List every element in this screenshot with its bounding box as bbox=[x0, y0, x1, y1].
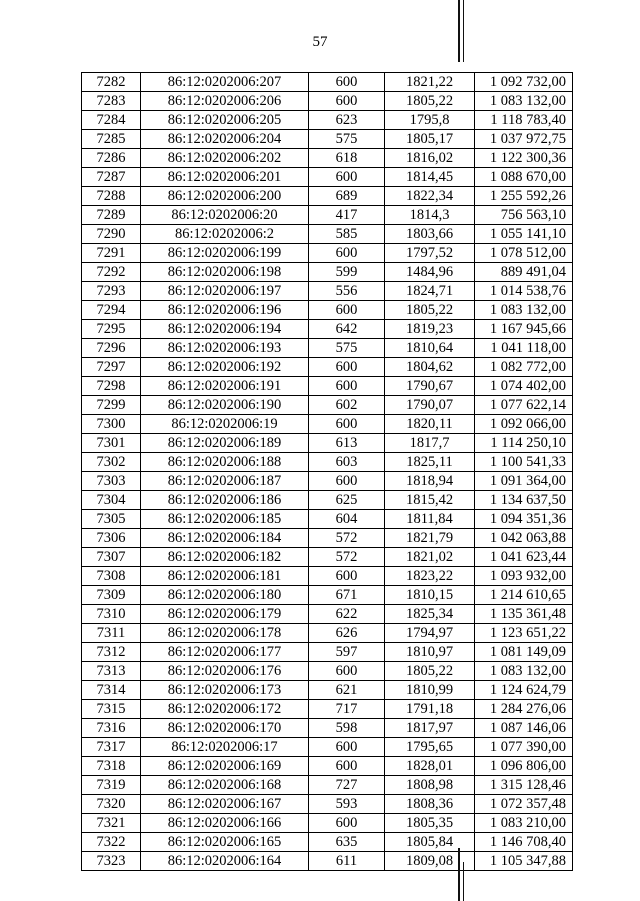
cadastral-number-cell: 86:12:0202006:181 bbox=[141, 567, 309, 586]
table-row bbox=[82, 624, 573, 643]
cadastral-value-table bbox=[81, 72, 573, 871]
row-number-cell: 7323 bbox=[82, 852, 141, 871]
specific-value-cell: 1805,22 bbox=[385, 301, 475, 320]
specific-value-cell: 1817,7 bbox=[385, 434, 475, 453]
area-cell: 600 bbox=[309, 415, 385, 434]
specific-value-cell: 1825,11 bbox=[385, 453, 475, 472]
cadastral-value-cell: 1 134 637,50 bbox=[475, 491, 573, 510]
table-row bbox=[82, 491, 573, 510]
specific-value-cell: 1795,8 bbox=[385, 111, 475, 130]
specific-value-cell: 1795,65 bbox=[385, 738, 475, 757]
cadastral-number-cell: 86:12:0202006:167 bbox=[141, 795, 309, 814]
cadastral-number-cell: 86:12:0202006:185 bbox=[141, 510, 309, 529]
cadastral-number-cell: 86:12:0202006:201 bbox=[141, 168, 309, 187]
cadastral-value-cell: 1 123 651,22 bbox=[475, 624, 573, 643]
area-cell: 575 bbox=[309, 339, 385, 358]
row-number-cell: 7302 bbox=[82, 453, 141, 472]
specific-value-cell: 1822,34 bbox=[385, 187, 475, 206]
area-cell: 599 bbox=[309, 263, 385, 282]
cadastral-number-cell: 86:12:0202006:206 bbox=[141, 92, 309, 111]
row-number-cell: 7305 bbox=[82, 510, 141, 529]
row-number-cell: 7299 bbox=[82, 396, 141, 415]
specific-value-cell: 1820,11 bbox=[385, 415, 475, 434]
cadastral-number-cell: 86:12:0202006:179 bbox=[141, 605, 309, 624]
cadastral-value-cell: 1 100 541,33 bbox=[475, 453, 573, 472]
specific-value-cell: 1805,35 bbox=[385, 814, 475, 833]
row-number-cell: 7318 bbox=[82, 757, 141, 776]
cadastral-value-cell: 1 214 610,65 bbox=[475, 586, 573, 605]
specific-value-cell: 1810,15 bbox=[385, 586, 475, 605]
table-row bbox=[82, 795, 573, 814]
table-row bbox=[82, 377, 573, 396]
table-row bbox=[82, 92, 573, 111]
row-number-cell: 7314 bbox=[82, 681, 141, 700]
cadastral-value-cell: 1 135 361,48 bbox=[475, 605, 573, 624]
specific-value-cell: 1805,84 bbox=[385, 833, 475, 852]
area-cell: 600 bbox=[309, 92, 385, 111]
cadastral-value-cell: 1 077 622,14 bbox=[475, 396, 573, 415]
table-row bbox=[82, 833, 573, 852]
specific-value-cell: 1805,17 bbox=[385, 130, 475, 149]
cadastral-value-cell: 1 082 772,00 bbox=[475, 358, 573, 377]
table-row bbox=[82, 434, 573, 453]
specific-value-cell: 1790,07 bbox=[385, 396, 475, 415]
table-row bbox=[82, 453, 573, 472]
row-number-cell: 7286 bbox=[82, 149, 141, 168]
cadastral-value-cell: 1 042 063,88 bbox=[475, 529, 573, 548]
cadastral-number-cell: 86:12:0202006:178 bbox=[141, 624, 309, 643]
cadastral-value-cell: 1 037 972,75 bbox=[475, 130, 573, 149]
cadastral-value-cell: 1 081 149,09 bbox=[475, 643, 573, 662]
area-cell: 626 bbox=[309, 624, 385, 643]
cadastral-number-cell: 86:12:0202006:197 bbox=[141, 282, 309, 301]
area-cell: 635 bbox=[309, 833, 385, 852]
cadastral-number-cell: 86:12:0202006:184 bbox=[141, 529, 309, 548]
specific-value-cell: 1817,97 bbox=[385, 719, 475, 738]
area-cell: 727 bbox=[309, 776, 385, 795]
table-row bbox=[82, 529, 573, 548]
table-row bbox=[82, 852, 573, 871]
area-cell: 618 bbox=[309, 149, 385, 168]
cadastral-value-cell: 1 072 357,48 bbox=[475, 795, 573, 814]
specific-value-cell: 1821,22 bbox=[385, 73, 475, 92]
area-cell: 600 bbox=[309, 814, 385, 833]
scan-margin-line bbox=[458, 848, 460, 901]
table-row bbox=[82, 339, 573, 358]
cadastral-number-cell: 86:12:0202006:200 bbox=[141, 187, 309, 206]
row-number-cell: 7312 bbox=[82, 643, 141, 662]
row-number-cell: 7304 bbox=[82, 491, 141, 510]
cadastral-number-cell: 86:12:0202006:176 bbox=[141, 662, 309, 681]
specific-value-cell: 1825,34 bbox=[385, 605, 475, 624]
cadastral-number-cell: 86:12:0202006:19 bbox=[141, 415, 309, 434]
cadastral-value-cell: 1 255 592,26 bbox=[475, 187, 573, 206]
row-number-cell: 7308 bbox=[82, 567, 141, 586]
area-cell: 600 bbox=[309, 472, 385, 491]
cadastral-value-cell: 1 124 624,79 bbox=[475, 681, 573, 700]
cadastral-value-cell: 1 083 132,00 bbox=[475, 301, 573, 320]
cadastral-value-cell: 1 077 390,00 bbox=[475, 738, 573, 757]
specific-value-cell: 1810,99 bbox=[385, 681, 475, 700]
cadastral-number-cell: 86:12:0202006:164 bbox=[141, 852, 309, 871]
area-cell: 689 bbox=[309, 187, 385, 206]
specific-value-cell: 1814,3 bbox=[385, 206, 475, 225]
area-cell: 625 bbox=[309, 491, 385, 510]
cadastral-value-cell: 1 083 210,00 bbox=[475, 814, 573, 833]
cadastral-value-cell: 1 041 118,00 bbox=[475, 339, 573, 358]
cadastral-value-cell: 1 118 783,40 bbox=[475, 111, 573, 130]
row-number-cell: 7292 bbox=[82, 263, 141, 282]
cadastral-number-cell: 86:12:0202006:166 bbox=[141, 814, 309, 833]
table-row bbox=[82, 187, 573, 206]
specific-value-cell: 1819,23 bbox=[385, 320, 475, 339]
area-cell: 600 bbox=[309, 738, 385, 757]
cadastral-number-cell: 86:12:0202006:193 bbox=[141, 339, 309, 358]
specific-value-cell: 1816,02 bbox=[385, 149, 475, 168]
cadastral-value-cell: 756 563,10 bbox=[475, 206, 573, 225]
row-number-cell: 7309 bbox=[82, 586, 141, 605]
area-cell: 575 bbox=[309, 130, 385, 149]
area-cell: 556 bbox=[309, 282, 385, 301]
specific-value-cell: 1805,22 bbox=[385, 662, 475, 681]
cadastral-number-cell: 86:12:0202006:205 bbox=[141, 111, 309, 130]
specific-value-cell: 1823,22 bbox=[385, 567, 475, 586]
cadastral-value-cell: 1 088 670,00 bbox=[475, 168, 573, 187]
specific-value-cell: 1810,64 bbox=[385, 339, 475, 358]
row-number-cell: 7322 bbox=[82, 833, 141, 852]
cadastral-number-cell: 86:12:0202006:177 bbox=[141, 643, 309, 662]
row-number-cell: 7321 bbox=[82, 814, 141, 833]
area-cell: 613 bbox=[309, 434, 385, 453]
cadastral-value-cell: 1 092 732,00 bbox=[475, 73, 573, 92]
specific-value-cell: 1808,36 bbox=[385, 795, 475, 814]
row-number-cell: 7310 bbox=[82, 605, 141, 624]
area-cell: 417 bbox=[309, 206, 385, 225]
cadastral-value-cell: 1 014 538,76 bbox=[475, 282, 573, 301]
table-row bbox=[82, 225, 573, 244]
specific-value-cell: 1824,71 bbox=[385, 282, 475, 301]
cadastral-number-cell: 86:12:0202006:168 bbox=[141, 776, 309, 795]
row-number-cell: 7295 bbox=[82, 320, 141, 339]
cadastral-value-cell: 1 093 932,00 bbox=[475, 567, 573, 586]
cadastral-number-cell: 86:12:0202006:165 bbox=[141, 833, 309, 852]
area-cell: 603 bbox=[309, 453, 385, 472]
cadastral-number-cell: 86:12:0202006:17 bbox=[141, 738, 309, 757]
scan-margin-line bbox=[458, 0, 460, 62]
table-body bbox=[82, 73, 573, 871]
specific-value-cell: 1821,02 bbox=[385, 548, 475, 567]
area-cell: 600 bbox=[309, 567, 385, 586]
row-number-cell: 7313 bbox=[82, 662, 141, 681]
row-number-cell: 7306 bbox=[82, 529, 141, 548]
area-cell: 585 bbox=[309, 225, 385, 244]
table-row bbox=[82, 301, 573, 320]
row-number-cell: 7298 bbox=[82, 377, 141, 396]
area-cell: 611 bbox=[309, 852, 385, 871]
table-row bbox=[82, 396, 573, 415]
specific-value-cell: 1804,62 bbox=[385, 358, 475, 377]
cadastral-number-cell: 86:12:0202006:2 bbox=[141, 225, 309, 244]
cadastral-number-cell: 86:12:0202006:192 bbox=[141, 358, 309, 377]
row-number-cell: 7282 bbox=[82, 73, 141, 92]
table-row bbox=[82, 111, 573, 130]
cadastral-value-cell: 1 096 806,00 bbox=[475, 757, 573, 776]
cadastral-number-cell: 86:12:0202006:182 bbox=[141, 548, 309, 567]
table-row bbox=[82, 586, 573, 605]
table-row bbox=[82, 738, 573, 757]
area-cell: 600 bbox=[309, 168, 385, 187]
row-number-cell: 7283 bbox=[82, 92, 141, 111]
cadastral-number-cell: 86:12:0202006:191 bbox=[141, 377, 309, 396]
scan-margin-line bbox=[463, 0, 464, 62]
cadastral-number-cell: 86:12:0202006:196 bbox=[141, 301, 309, 320]
area-cell: 600 bbox=[309, 244, 385, 263]
cadastral-value-cell: 1 055 141,10 bbox=[475, 225, 573, 244]
area-cell: 671 bbox=[309, 586, 385, 605]
table-row bbox=[82, 757, 573, 776]
cadastral-value-cell: 1 087 146,06 bbox=[475, 719, 573, 738]
cadastral-number-cell: 86:12:0202006:198 bbox=[141, 263, 309, 282]
table-row bbox=[82, 149, 573, 168]
area-cell: 600 bbox=[309, 757, 385, 776]
row-number-cell: 7311 bbox=[82, 624, 141, 643]
table-row bbox=[82, 662, 573, 681]
table-row bbox=[82, 472, 573, 491]
specific-value-cell: 1818,94 bbox=[385, 472, 475, 491]
area-cell: 593 bbox=[309, 795, 385, 814]
specific-value-cell: 1809,08 bbox=[385, 852, 475, 871]
cadastral-number-cell: 86:12:0202006:20 bbox=[141, 206, 309, 225]
table-row bbox=[82, 567, 573, 586]
table-row bbox=[82, 358, 573, 377]
table-row bbox=[82, 415, 573, 434]
cadastral-number-cell: 86:12:0202006:207 bbox=[141, 73, 309, 92]
cadastral-number-cell: 86:12:0202006:172 bbox=[141, 700, 309, 719]
row-number-cell: 7320 bbox=[82, 795, 141, 814]
table-row bbox=[82, 814, 573, 833]
area-cell: 572 bbox=[309, 529, 385, 548]
cadastral-number-cell: 86:12:0202006:173 bbox=[141, 681, 309, 700]
row-number-cell: 7316 bbox=[82, 719, 141, 738]
cadastral-number-cell: 86:12:0202006:202 bbox=[141, 149, 309, 168]
row-number-cell: 7297 bbox=[82, 358, 141, 377]
scan-margin-line bbox=[463, 862, 464, 901]
specific-value-cell: 1805,22 bbox=[385, 92, 475, 111]
table-row bbox=[82, 320, 573, 339]
cadastral-number-cell: 86:12:0202006:186 bbox=[141, 491, 309, 510]
cadastral-value-cell: 1 078 512,00 bbox=[475, 244, 573, 263]
row-number-cell: 7296 bbox=[82, 339, 141, 358]
cadastral-number-cell: 86:12:0202006:199 bbox=[141, 244, 309, 263]
cadastral-value-cell: 1 091 364,00 bbox=[475, 472, 573, 491]
row-number-cell: 7285 bbox=[82, 130, 141, 149]
area-cell: 621 bbox=[309, 681, 385, 700]
row-number-cell: 7289 bbox=[82, 206, 141, 225]
area-cell: 600 bbox=[309, 73, 385, 92]
cadastral-value-cell: 889 491,04 bbox=[475, 263, 573, 282]
table-row bbox=[82, 168, 573, 187]
row-number-cell: 7293 bbox=[82, 282, 141, 301]
row-number-cell: 7291 bbox=[82, 244, 141, 263]
row-number-cell: 7303 bbox=[82, 472, 141, 491]
cadastral-number-cell: 86:12:0202006:204 bbox=[141, 130, 309, 149]
row-number-cell: 7301 bbox=[82, 434, 141, 453]
area-cell: 717 bbox=[309, 700, 385, 719]
table-row bbox=[82, 700, 573, 719]
cadastral-value-cell: 1 146 708,40 bbox=[475, 833, 573, 852]
cadastral-number-cell: 86:12:0202006:188 bbox=[141, 453, 309, 472]
cadastral-value-cell: 1 105 347,88 bbox=[475, 852, 573, 871]
row-number-cell: 7315 bbox=[82, 700, 141, 719]
specific-value-cell: 1791,18 bbox=[385, 700, 475, 719]
cadastral-value-cell: 1 122 300,36 bbox=[475, 149, 573, 168]
table-row bbox=[82, 263, 573, 282]
specific-value-cell: 1790,67 bbox=[385, 377, 475, 396]
table-row bbox=[82, 244, 573, 263]
table-row bbox=[82, 73, 573, 92]
table-row bbox=[82, 282, 573, 301]
table-row bbox=[82, 130, 573, 149]
table-row bbox=[82, 206, 573, 225]
page-number: 57 bbox=[312, 34, 328, 50]
specific-value-cell: 1811,84 bbox=[385, 510, 475, 529]
cadastral-number-cell: 86:12:0202006:190 bbox=[141, 396, 309, 415]
specific-value-cell: 1808,98 bbox=[385, 776, 475, 795]
cadastral-number-cell: 86:12:0202006:189 bbox=[141, 434, 309, 453]
cadastral-value-cell: 1 114 250,10 bbox=[475, 434, 573, 453]
area-cell: 598 bbox=[309, 719, 385, 738]
area-cell: 600 bbox=[309, 358, 385, 377]
specific-value-cell: 1814,45 bbox=[385, 168, 475, 187]
area-cell: 600 bbox=[309, 301, 385, 320]
area-cell: 642 bbox=[309, 320, 385, 339]
cadastral-value-cell: 1 284 276,06 bbox=[475, 700, 573, 719]
specific-value-cell: 1797,52 bbox=[385, 244, 475, 263]
specific-value-cell: 1484,96 bbox=[385, 263, 475, 282]
row-number-cell: 7284 bbox=[82, 111, 141, 130]
area-cell: 604 bbox=[309, 510, 385, 529]
row-number-cell: 7319 bbox=[82, 776, 141, 795]
table-row bbox=[82, 643, 573, 662]
area-cell: 602 bbox=[309, 396, 385, 415]
specific-value-cell: 1821,79 bbox=[385, 529, 475, 548]
area-cell: 572 bbox=[309, 548, 385, 567]
cadastral-value-cell: 1 092 066,00 bbox=[475, 415, 573, 434]
area-cell: 623 bbox=[309, 111, 385, 130]
area-cell: 622 bbox=[309, 605, 385, 624]
cadastral-value-cell: 1 167 945,66 bbox=[475, 320, 573, 339]
cadastral-value-cell: 1 074 402,00 bbox=[475, 377, 573, 396]
cadastral-number-cell: 86:12:0202006:180 bbox=[141, 586, 309, 605]
table-row bbox=[82, 605, 573, 624]
cadastral-value-cell: 1 094 351,36 bbox=[475, 510, 573, 529]
specific-value-cell: 1815,42 bbox=[385, 491, 475, 510]
area-cell: 597 bbox=[309, 643, 385, 662]
cadastral-value-cell: 1 083 132,00 bbox=[475, 92, 573, 111]
row-number-cell: 7317 bbox=[82, 738, 141, 757]
row-number-cell: 7288 bbox=[82, 187, 141, 206]
cadastral-value-cell: 1 041 623,44 bbox=[475, 548, 573, 567]
area-cell: 600 bbox=[309, 662, 385, 681]
table-row bbox=[82, 681, 573, 700]
specific-value-cell: 1794,97 bbox=[385, 624, 475, 643]
specific-value-cell: 1810,97 bbox=[385, 643, 475, 662]
cadastral-number-cell: 86:12:0202006:170 bbox=[141, 719, 309, 738]
row-number-cell: 7300 bbox=[82, 415, 141, 434]
row-number-cell: 7287 bbox=[82, 168, 141, 187]
row-number-cell: 7290 bbox=[82, 225, 141, 244]
specific-value-cell: 1803,66 bbox=[385, 225, 475, 244]
row-number-cell: 7307 bbox=[82, 548, 141, 567]
cadastral-value-cell: 1 315 128,46 bbox=[475, 776, 573, 795]
table-row bbox=[82, 776, 573, 795]
table-row bbox=[82, 548, 573, 567]
cadastral-number-cell: 86:12:0202006:187 bbox=[141, 472, 309, 491]
cadastral-number-cell: 86:12:0202006:194 bbox=[141, 320, 309, 339]
table-row bbox=[82, 510, 573, 529]
area-cell: 600 bbox=[309, 377, 385, 396]
cadastral-number-cell: 86:12:0202006:169 bbox=[141, 757, 309, 776]
specific-value-cell: 1828,01 bbox=[385, 757, 475, 776]
table-row bbox=[82, 719, 573, 738]
row-number-cell: 7294 bbox=[82, 301, 141, 320]
cadastral-value-cell: 1 083 132,00 bbox=[475, 662, 573, 681]
